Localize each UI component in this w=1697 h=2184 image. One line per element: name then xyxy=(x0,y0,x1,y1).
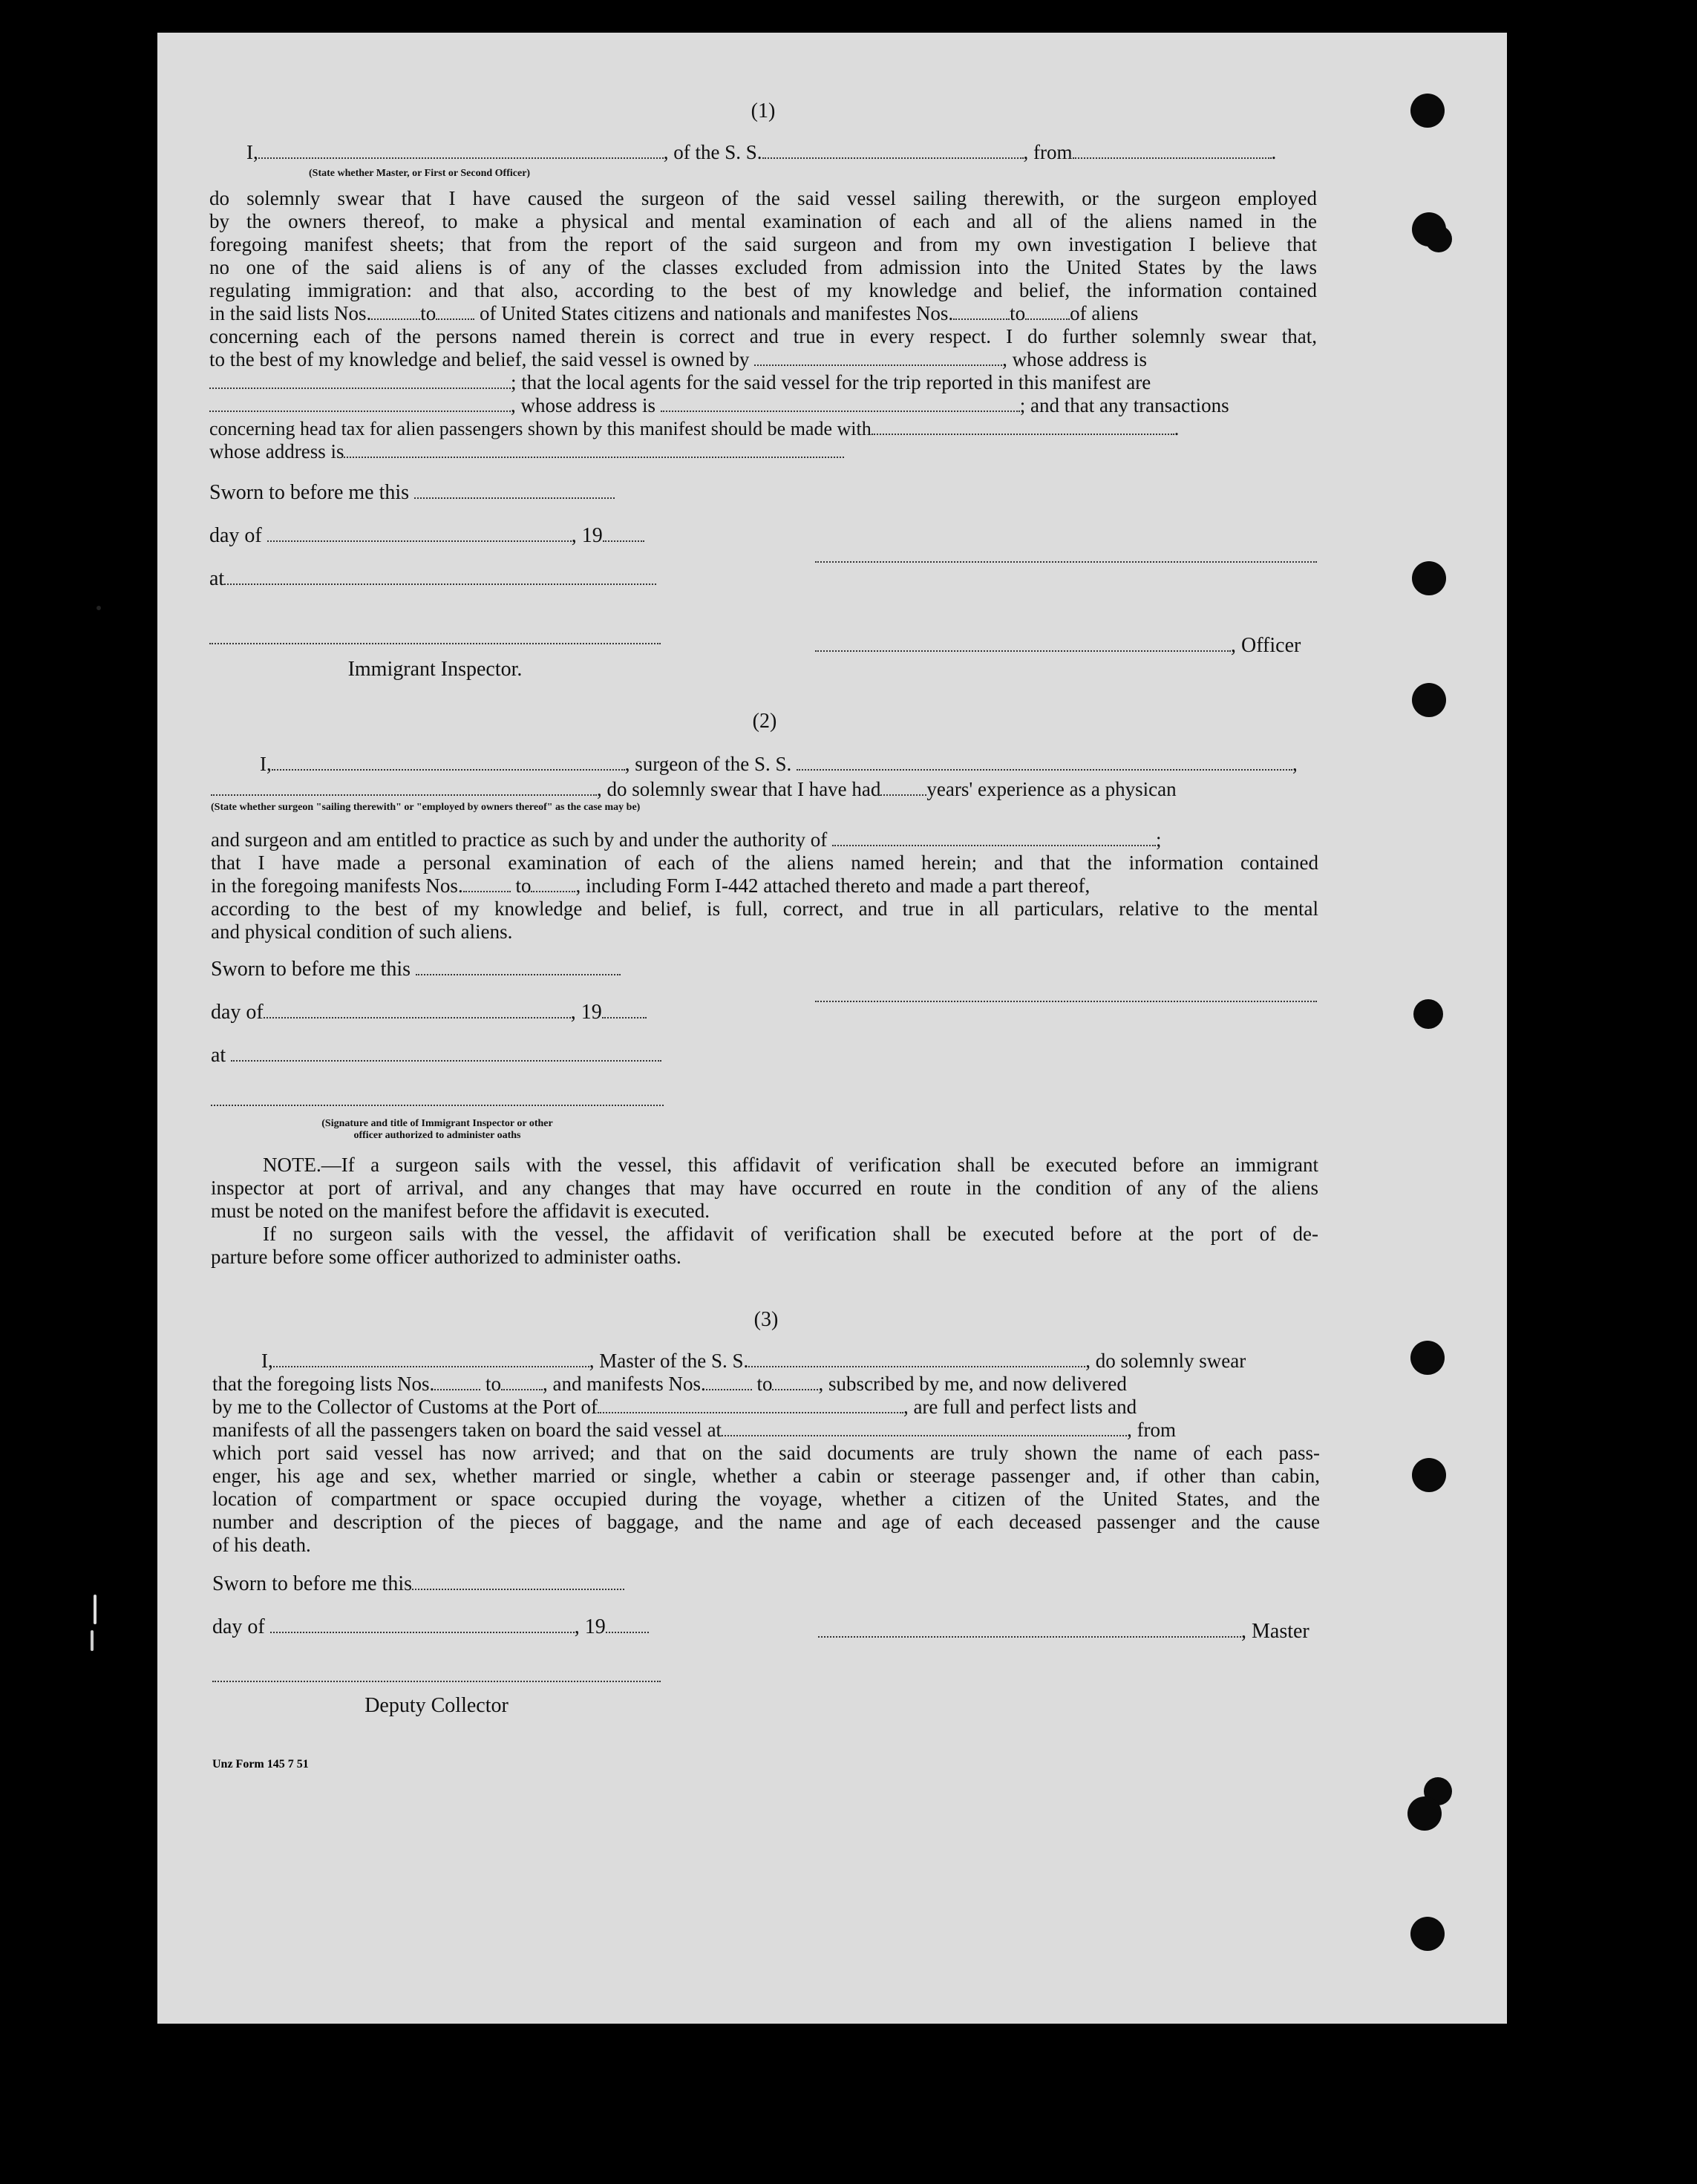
customs-port-field[interactable] xyxy=(598,1399,903,1413)
master-signature-field[interactable] xyxy=(818,1623,1241,1638)
lists-line xyxy=(209,302,1317,325)
contact-address-line xyxy=(209,440,1317,463)
label: , subscribed by me, and now delivered xyxy=(818,1373,1127,1395)
label: at xyxy=(209,567,225,590)
head-tax-contact-field[interactable] xyxy=(872,420,1174,435)
paragraph-line: by the owners thereof, to make a physical and mental examination of each and all of the aliens named in the xyxy=(209,210,1317,232)
surgeon-signature-line[interactable] xyxy=(815,999,1317,1002)
at-line xyxy=(211,1044,661,1068)
punch-hole xyxy=(1412,561,1446,595)
paragraph-line: and physical condition of such aliens. xyxy=(211,921,513,943)
agents-field[interactable] xyxy=(209,397,511,412)
inspector-label: Immigrant Inspector. xyxy=(347,658,523,681)
surgeon-name-field[interactable] xyxy=(272,756,625,771)
manifest-to-field[interactable] xyxy=(1025,305,1070,320)
punch-hole xyxy=(1410,1341,1445,1375)
manifest-from-field[interactable] xyxy=(706,1376,752,1390)
punch-hole xyxy=(1413,999,1443,1029)
list-from-field[interactable] xyxy=(371,305,420,320)
label: ; and that any transactions xyxy=(1019,394,1229,416)
owner-field[interactable] xyxy=(754,351,1002,366)
from-port-field[interactable] xyxy=(1073,144,1272,159)
surgeon-vessel-field[interactable] xyxy=(797,756,1292,771)
paragraph-line: foregoing manifest sheets; that from the report of the said surgeon and from my own investigation I believe that xyxy=(209,233,1317,255)
at-line xyxy=(209,567,656,591)
officer-signature-line[interactable] xyxy=(815,560,1317,563)
document-page xyxy=(157,33,1507,2024)
paragraph-line: of his death. xyxy=(212,1534,311,1556)
sworn-date-field[interactable] xyxy=(416,961,621,975)
paragraph-line: regulating immigration: and that also, according to the best of my knowledge and belief, the information contained xyxy=(209,279,1317,301)
label: to xyxy=(1010,302,1026,324)
punch-hole xyxy=(1425,226,1452,252)
margin-speck xyxy=(94,1595,97,1624)
surgeon-note: (State whether surgeon "sailing therewith" or "employed by owners thereof" as the case may be) xyxy=(211,802,641,813)
master-signature-line xyxy=(818,1620,1309,1644)
contact-address-field[interactable] xyxy=(344,443,844,458)
head-tax-line xyxy=(209,417,1317,440)
label: , 19 xyxy=(570,1001,602,1024)
label: , 19 xyxy=(571,524,603,547)
sworn-date-field[interactable] xyxy=(412,1575,624,1590)
day-of-line xyxy=(209,524,644,548)
label: day of xyxy=(209,524,262,547)
label: ; that the local agents for the said vessel for the trip reported in this manifest are xyxy=(511,371,1151,393)
officer-title-line xyxy=(815,634,1301,658)
manifest-to-field[interactable] xyxy=(531,877,575,892)
note-line: inspector at port of arrival, and any changes that may have occurred en route in the condition of any of the aliens xyxy=(211,1177,1318,1199)
vessel-name-field[interactable] xyxy=(762,144,1024,159)
label: Sworn to before me this xyxy=(211,958,411,981)
note-line: parture before some officer authorized to administer oaths. xyxy=(211,1246,681,1268)
label: years' experience as a physican xyxy=(926,778,1177,800)
manifest-from-field[interactable] xyxy=(953,305,1010,320)
surgeon-status-field[interactable] xyxy=(211,781,597,796)
paragraph-line: no one of the said aliens is of any of the classes excluded from admission into the United States by the laws xyxy=(209,256,1317,278)
label: I, xyxy=(260,753,272,775)
label: to xyxy=(756,1373,773,1395)
signature-note: officer authorized to administer oaths xyxy=(353,1130,521,1141)
sworn-line xyxy=(212,1572,624,1596)
punch-hole xyxy=(1412,683,1446,717)
label: , from xyxy=(1023,141,1073,163)
label: to the best of my knowledge and belief, the said vessel is owned by xyxy=(209,348,750,370)
collector-label: Deputy Collector xyxy=(364,1694,509,1717)
year-field[interactable] xyxy=(606,1618,649,1633)
agents-address-line xyxy=(209,394,1317,417)
label: ; xyxy=(1156,828,1162,851)
form-number: Unz Form 145 7 51 xyxy=(212,1758,309,1771)
label: . xyxy=(1271,141,1277,163)
master-vessel-field[interactable] xyxy=(748,1353,1085,1367)
label: in the foregoing manifests Nos. xyxy=(211,874,463,897)
authority-line xyxy=(211,828,1318,851)
sworn-line xyxy=(211,958,621,981)
inspector-signature-line[interactable] xyxy=(209,641,661,644)
label: , Officer xyxy=(1231,634,1301,657)
master-line xyxy=(261,1350,1320,1373)
paragraph-line: do solemnly swear that I have caused the surgeon of the said vessel sailing therewith, or the surgeon employed xyxy=(209,187,1317,209)
manifest-to-field[interactable] xyxy=(772,1376,818,1390)
master-name-field[interactable] xyxy=(273,1353,589,1367)
punch-hole xyxy=(1410,94,1445,128)
label: in the said lists Nos. xyxy=(209,302,372,324)
year-field[interactable] xyxy=(603,527,644,542)
label: whose address is xyxy=(209,440,344,462)
margin-speck xyxy=(97,606,101,610)
label: day of xyxy=(212,1615,265,1638)
label: to xyxy=(515,874,532,897)
label: Sworn to before me this xyxy=(209,481,410,504)
section-number: (2) xyxy=(752,710,777,733)
boarding-line xyxy=(212,1419,1320,1442)
officer-line xyxy=(246,141,1317,164)
label: , are full and perfect lists and xyxy=(903,1396,1137,1418)
label: day of xyxy=(211,1001,264,1024)
note-line: NOTE.—If a surgeon sails with the vessel, this affidavit of verification shall be executed before an immigrant xyxy=(263,1154,1318,1176)
label: . xyxy=(1174,418,1180,439)
label: I, xyxy=(261,1350,273,1372)
label: , of the S. S. xyxy=(663,141,762,163)
signature-note: (Signature and title of Immigrant Inspector or other xyxy=(321,1118,553,1129)
label: that the foregoing lists Nos. xyxy=(212,1373,435,1395)
label: Sworn to before me this xyxy=(212,1572,413,1595)
month-field[interactable] xyxy=(270,1618,575,1633)
label: , 19 xyxy=(574,1615,606,1638)
boarding-port-field[interactable] xyxy=(722,1422,1127,1436)
note-line: must be noted on the manifest before the affidavit is executed. xyxy=(211,1200,710,1222)
officer-note: (State whether Master, or First or Second Officer) xyxy=(309,168,531,179)
label: at xyxy=(211,1044,226,1067)
agents-line xyxy=(209,371,1317,394)
label: , from xyxy=(1127,1419,1177,1441)
owner-address-field[interactable] xyxy=(209,374,511,389)
label: , surgeon of the S. S. xyxy=(624,753,792,775)
margin-speck xyxy=(91,1630,94,1651)
label: , xyxy=(1292,753,1298,775)
label: , do solemnly swear xyxy=(1085,1350,1246,1372)
month-field[interactable] xyxy=(264,1004,571,1019)
list-to-field[interactable] xyxy=(501,1376,543,1390)
paragraph-line: enger, his age and sex, whether married or single, whether a cabin or steerage passenger and, if other than cabin, xyxy=(212,1465,1320,1487)
label: I, xyxy=(246,141,258,163)
place-field[interactable] xyxy=(224,570,656,585)
officer-title-field[interactable] xyxy=(815,637,1231,652)
month-field[interactable] xyxy=(267,527,572,542)
label: of aliens xyxy=(1070,302,1139,324)
collector-signature-line[interactable] xyxy=(212,1679,661,1682)
oath-officer-signature-line[interactable] xyxy=(211,1103,664,1106)
label: , whose address is xyxy=(1002,348,1148,370)
officer-name-field[interactable] xyxy=(258,144,664,159)
port-line xyxy=(212,1396,1320,1419)
section-3 xyxy=(212,1308,1320,1887)
list-from-field[interactable] xyxy=(434,1376,480,1390)
owner-line xyxy=(209,348,1317,371)
years-field[interactable] xyxy=(880,781,926,796)
paragraph-line: concerning each of the persons named therein is correct and true in every respect. I do further solemnly swear that, xyxy=(209,325,1317,347)
day-of-line xyxy=(211,1001,647,1024)
note-line: If no surgeon sails with the vessel, the affidavit of verification shall be executed before at the port of de- xyxy=(263,1223,1318,1245)
paragraph-line: location of compartment or space occupied during the voyage, whether a citizen of the United States, and the xyxy=(212,1488,1320,1510)
lists-line xyxy=(212,1373,1320,1396)
label: , Master of the S. S. xyxy=(589,1350,749,1372)
label: of United States citizens and nationals and manifestes Nos. xyxy=(480,302,954,324)
label: concerning head tax for alien passengers shown by this manifest should be made with xyxy=(209,418,872,439)
label: manifests of all the passengers taken on board the said vessel at xyxy=(212,1419,722,1441)
experience-line xyxy=(211,778,1318,801)
section-1 xyxy=(209,99,1317,708)
place-field[interactable] xyxy=(231,1047,661,1062)
section-number: (1) xyxy=(751,99,776,122)
paragraph-line: number and description of the pieces of baggage, and the name and age of each deceased passenger and the cause xyxy=(212,1511,1320,1533)
label: , and manifests Nos. xyxy=(542,1373,706,1395)
section-number: (3) xyxy=(753,1308,779,1331)
paragraph-line: according to the best of my knowledge and belief, is full, correct, and true in all particulars, relative to the mental xyxy=(211,898,1318,920)
label: , including Form I-442 attached thereto and made a part thereof, xyxy=(575,874,1091,897)
sworn-line xyxy=(209,481,615,505)
label: by me to the Collector of Customs at the Port of xyxy=(212,1396,598,1418)
day-of-line xyxy=(212,1615,649,1639)
punch-hole xyxy=(1412,1458,1446,1492)
label: to xyxy=(485,1373,501,1395)
paragraph-line: that I have made a personal examination of each of the aliens named herein; and that the information contained xyxy=(211,851,1318,874)
label: and surgeon and am entitled to practice as such by and under the authority of xyxy=(211,828,828,851)
paragraph-line: which port said vessel has now arrived; and that on the said documents are truly shown the name of each pass- xyxy=(212,1442,1320,1464)
label: , whose address is xyxy=(511,394,655,416)
authority-field[interactable] xyxy=(832,831,1156,846)
year-field[interactable] xyxy=(602,1004,647,1019)
manifests-line xyxy=(211,874,1318,898)
surgeon-line xyxy=(260,753,1318,776)
sworn-date-field[interactable] xyxy=(414,484,615,499)
manifest-from-field[interactable] xyxy=(463,877,511,892)
agents-address-field[interactable] xyxy=(661,397,1020,412)
label: , Master xyxy=(1241,1620,1309,1643)
label: to xyxy=(420,302,436,324)
section-2 xyxy=(211,710,1318,1304)
punch-hole xyxy=(1410,1917,1445,1951)
punch-hole xyxy=(1407,1796,1442,1831)
list-to-field[interactable] xyxy=(436,305,474,320)
label: , do solemnly swear that I have had xyxy=(597,778,881,800)
